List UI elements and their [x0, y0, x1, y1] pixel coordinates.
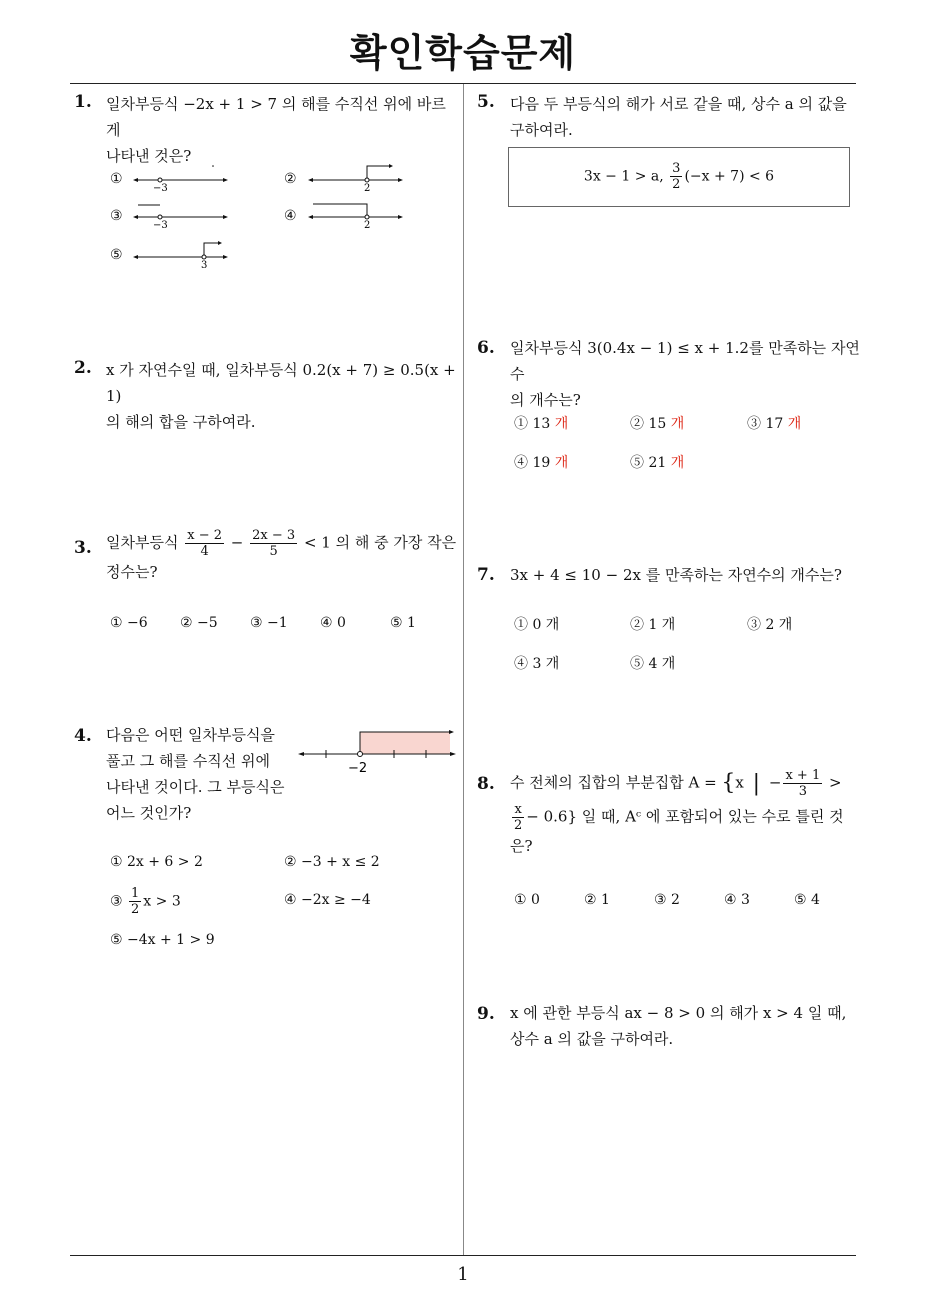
option-4[interactable]: ④ 3 [724, 892, 750, 908]
inequality-box: 3x − 1 > a, $\frac{3}{2}$ (−x + 7) < 6 [508, 147, 850, 207]
option-1[interactable]: ① 2x + 6 > 2 [110, 854, 203, 870]
option-1[interactable]: ① 13 개 [514, 416, 569, 432]
option-4[interactable]: ④ 19 개 [514, 455, 569, 471]
tick-label: −3 [153, 220, 168, 231]
question-number: 1. [74, 92, 92, 112]
page-number: 1 [457, 1264, 469, 1285]
question-number: 5. [477, 92, 495, 112]
fraction: $\frac{2x - 3}{5}$ [252, 528, 296, 559]
column-divider [463, 84, 464, 1256]
option-2[interactable]: ② 15 개 [630, 416, 685, 432]
tick-label: −2 [348, 761, 368, 776]
option-1[interactable]: ① 0 개 [514, 617, 560, 633]
option-5[interactable]: ⑤ −4x + 1 > 9 [110, 932, 215, 948]
question-text: x 가 자연수일 때, 일차부등식 0.2(x + 7) ≥ 0.5(x + 1) 의 해의 합을 구하여라. [106, 361, 456, 431]
fraction: $\frac{x + 1}{3}$ [785, 768, 821, 799]
option-4[interactable]: ④ −2x ≥ −4 [284, 892, 371, 908]
question-text: 3x + 4 ≤ 10 − 2x 를 만족하는 자연수의 개수는? [510, 566, 842, 584]
option-2[interactable]: ② 1 개 [630, 617, 676, 633]
question-text: 다음은 어떤 일차부등식을 풀고 그 해를 수직선 위에 나타낸 것이다. 그 부등식은 어느 것인가? [106, 726, 285, 822]
fraction: $\frac{1}{2}$ [131, 886, 140, 917]
fraction: $\frac{3}{2}$ [672, 161, 681, 192]
number-line-1 [130, 160, 230, 194]
question-text: 일차부등식 3(0.4x − 1) ≤ x + 1.2를 만족하는 자연수 의 개수는? [510, 339, 860, 409]
option-3[interactable]: ③ 2 개 [747, 617, 793, 633]
option-4[interactable]: ④ [284, 208, 297, 224]
number-line-5 [130, 237, 230, 271]
option-5[interactable]: ⑤ 1 [390, 615, 416, 631]
option-5[interactable]: ⑤ 4 개 [630, 656, 676, 672]
option-2[interactable]: ② −3 + x ≤ 2 [284, 854, 380, 870]
option-1[interactable]: ① −6 [110, 615, 148, 631]
question-text: 일차부등식 $\frac{x - 2}{4}$ − $\frac{2x - 3}{5}$ < 1 의 해 중 가장 작은 정수는? [106, 528, 457, 581]
question-number: 2. [74, 358, 92, 378]
number-line-4 [305, 197, 405, 231]
tick-label: −3 [153, 183, 168, 194]
option-3[interactable]: ③ $\frac{1}{2}$ x > 3 [110, 886, 181, 917]
option-3[interactable]: ③ 2 [654, 892, 680, 908]
option-5[interactable]: ⑤ 21 개 [630, 455, 685, 471]
question-number: 7. [477, 565, 495, 585]
tick-label: 2 [364, 183, 371, 194]
question-number: 3. [74, 538, 92, 558]
option-5[interactable]: ⑤ [110, 247, 123, 263]
option-5[interactable]: ⑤ 4 [794, 892, 820, 908]
option-4[interactable]: ④ 0 [320, 615, 346, 631]
question-number: 8. [477, 774, 495, 794]
tick-label: 3 [201, 260, 208, 271]
bottom-rule [70, 1255, 856, 1256]
option-1[interactable]: ① [110, 171, 123, 187]
question-number: 4. [74, 726, 92, 746]
fraction: $\frac{x - 2}{4}$ [187, 528, 222, 559]
option-2[interactable]: ② −5 [180, 615, 218, 631]
tick-label: 2 [364, 220, 371, 231]
option-1[interactable]: ① 0 [514, 892, 540, 908]
fraction: $\frac{x}{2}$ [514, 802, 523, 833]
option-4[interactable]: ④ 3 개 [514, 656, 560, 672]
question-text: 일차부등식 −2x + 1 > 7 의 해를 수직선 위에 바르게 나타낸 것은? [106, 95, 446, 165]
number-line-3 [130, 197, 230, 231]
question-number: 6. [477, 338, 495, 358]
page-title: 확인학습문제 [349, 31, 577, 75]
question-text: 수 전체의 집합의 부분집합 A = {x | − $\frac{x + 1}{3}$ > $\frac{x}{2}$ − 0.6} 일 때, Aᶜ 에 포함되어 있는 수로 틀린 것 은? [510, 768, 844, 855]
option-2[interactable]: ② 1 [584, 892, 610, 908]
number-line-2 [305, 160, 405, 194]
option-2[interactable]: ② [284, 171, 297, 187]
option-3[interactable]: ③ −1 [250, 615, 288, 631]
option-3[interactable]: ③ [110, 208, 123, 224]
question-text: 다음 두 부등식의 해가 서로 같을 때, 상수 a 의 값을 구하여라. [510, 95, 847, 139]
question-number: 9. [477, 1004, 495, 1024]
number-line-graph [298, 726, 458, 776]
option-3[interactable]: ③ 17 개 [747, 416, 802, 432]
question-text: x 에 관한 부등식 ax − 8 > 0 의 해가 x > 4 일 때, 상수 a 의 값을 구하여라. [510, 1004, 847, 1048]
